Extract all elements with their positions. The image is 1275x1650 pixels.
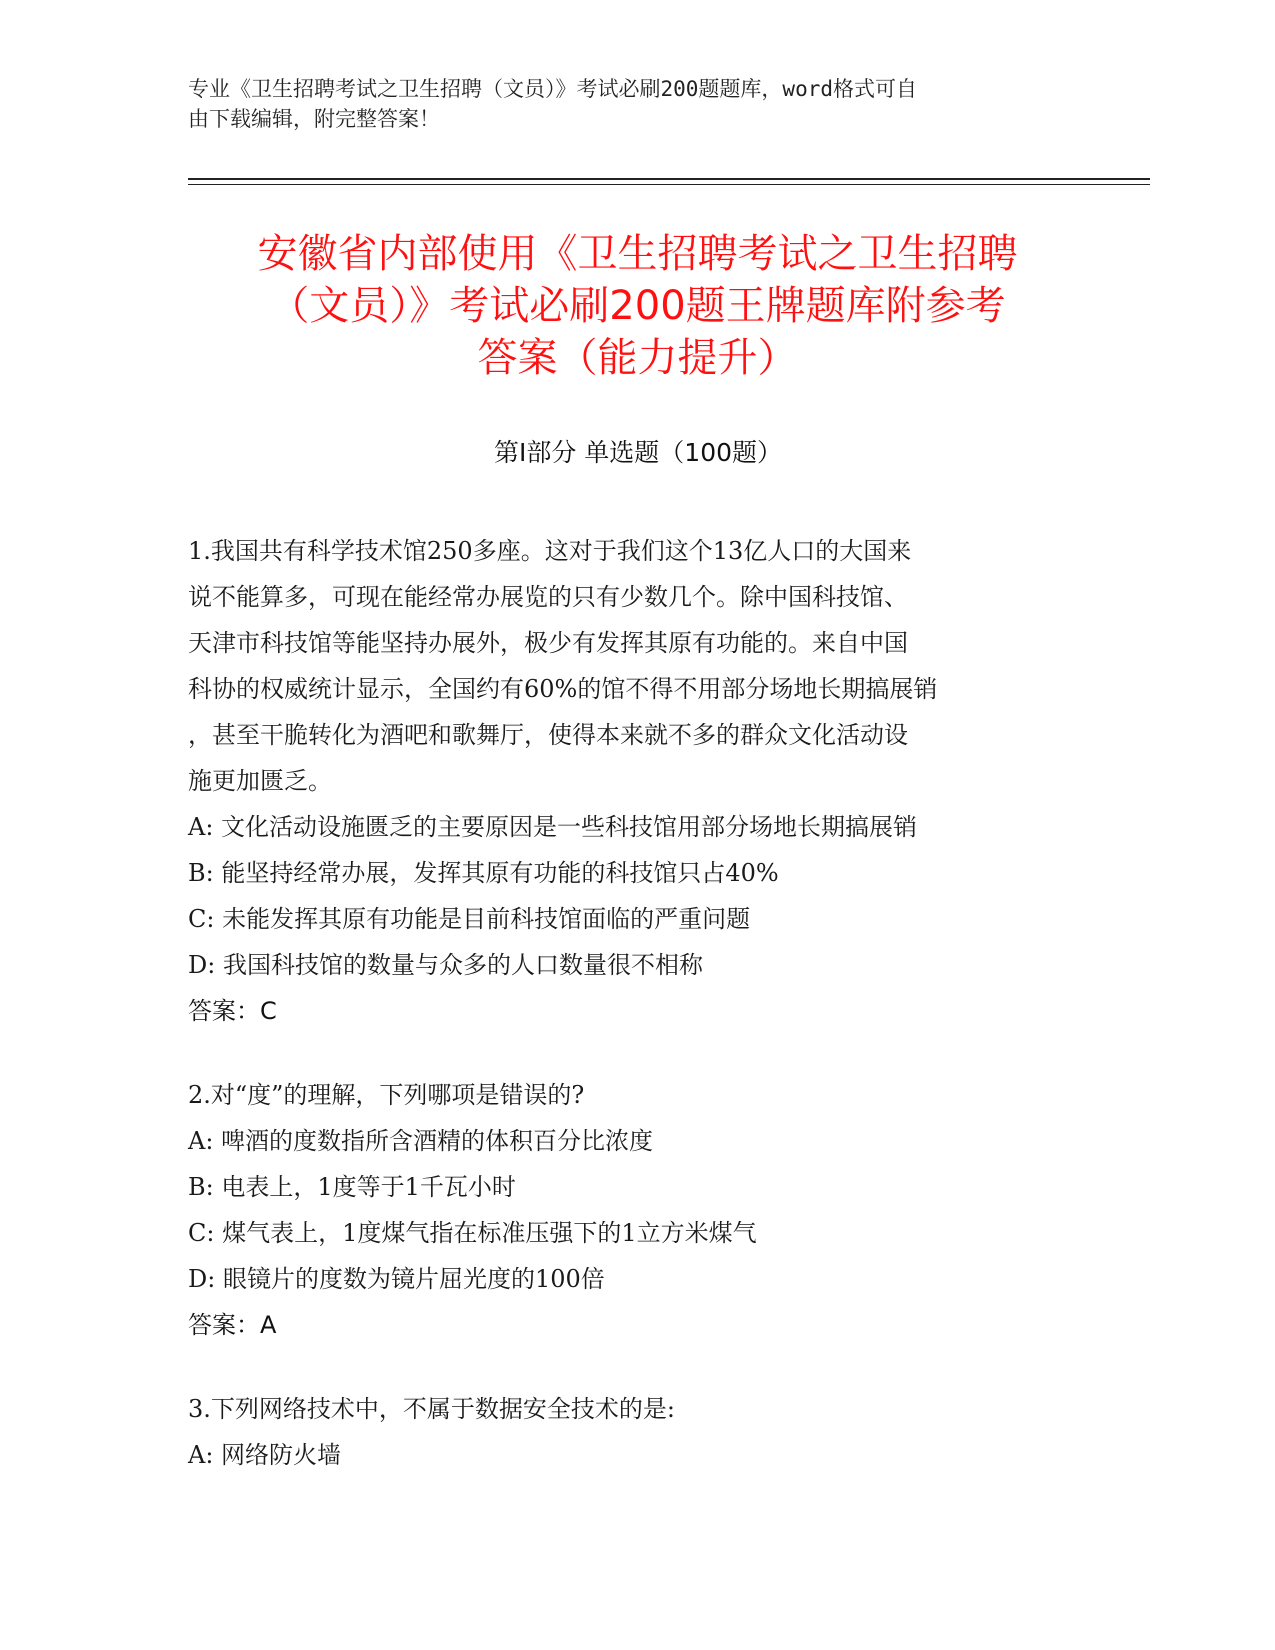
question-1-answer: 答案：C (188, 997, 277, 1025)
question-2 (188, 1072, 1088, 1348)
question-1-stem-line-4: 科协的权威统计显示，全国约有60%的馆不得不用部分场地长期搞展销 (188, 675, 938, 703)
question-1 (188, 528, 1088, 1034)
question-2-stem-line-1: 2.对“度”的理解，下列哪项是错误的? (188, 1081, 585, 1109)
question-3-stem-line-1: 3.下列网络技术中，不属于数据安全技术的是: (188, 1395, 675, 1423)
question-1-stem-line-2: 说不能算多，可现在能经常办展览的只有少数几个。除中国科技馆、 (188, 583, 908, 611)
document-title (175, 228, 1100, 384)
header-divider-thick (188, 178, 1150, 180)
question-1-option-c: C: 未能发挥其原有功能是目前科技馆面临的严重问题 (188, 905, 751, 933)
header-note-line-2: 由下载编辑，附完整答案！ (188, 107, 440, 131)
question-3-option-a: A: 网络防火墙 (188, 1441, 342, 1469)
question-1-option-b: B: 能坚持经常办展，发挥其原有功能的科技馆只占40% (188, 859, 779, 887)
question-1-stem-line-6: 施更加匮乏。 (188, 767, 332, 795)
question-2-option-b: B: 电表上，1度等于1千瓦小时 (188, 1173, 516, 1201)
question-2-option-c: C: 煤气表上，1度煤气指在标准压强下的1立方米煤气 (188, 1219, 757, 1247)
question-1-option-d: D: 我国科技馆的数量与众多的人口数量很不相称 (188, 951, 703, 979)
document-title-line-3: 答案（能力提升） (477, 335, 798, 381)
document-title-line-2: （文员）》考试必刷200题王牌题库附参考 (269, 283, 1006, 329)
question-1-option-a: A: 文化活动设施匮乏的主要原因是一些科技馆用部分场地长期搞展销 (188, 813, 918, 841)
document-title-line-1: 安徽省内部使用《卫生招聘考试之卫生招聘 (257, 231, 1018, 277)
question-1-stem-line-1: 1.我国共有科学技术馆250多座。这对于我们这个13亿人口的大国来 (188, 537, 912, 565)
question-list (188, 528, 1088, 1500)
section-heading: 第Ⅰ部分 单选题（100题） (493, 438, 783, 467)
question-2-answer: 答案：A (188, 1311, 277, 1339)
question-1-stem-line-3: 天津市科技馆等能坚持办展外，极少有发挥其原有功能的。来自中国 (188, 629, 908, 657)
header-note (188, 74, 1088, 134)
header-divider-thin (188, 184, 1150, 185)
question-1-stem-line-5: ，甚至干脆转化为酒吧和歌舞厅，使得本来就不多的群众文化活动设 (188, 721, 908, 749)
question-3 (188, 1386, 1088, 1478)
header-note-line-1: 专业《卫生招聘考试之卫生招聘（文员）》考试必刷200题题库，word格式可自 (188, 77, 917, 101)
question-2-option-d: D: 眼镜片的度数为镜片屈光度的100倍 (188, 1265, 605, 1293)
question-2-option-a: A: 啤酒的度数指所含酒精的体积百分比浓度 (188, 1127, 654, 1155)
